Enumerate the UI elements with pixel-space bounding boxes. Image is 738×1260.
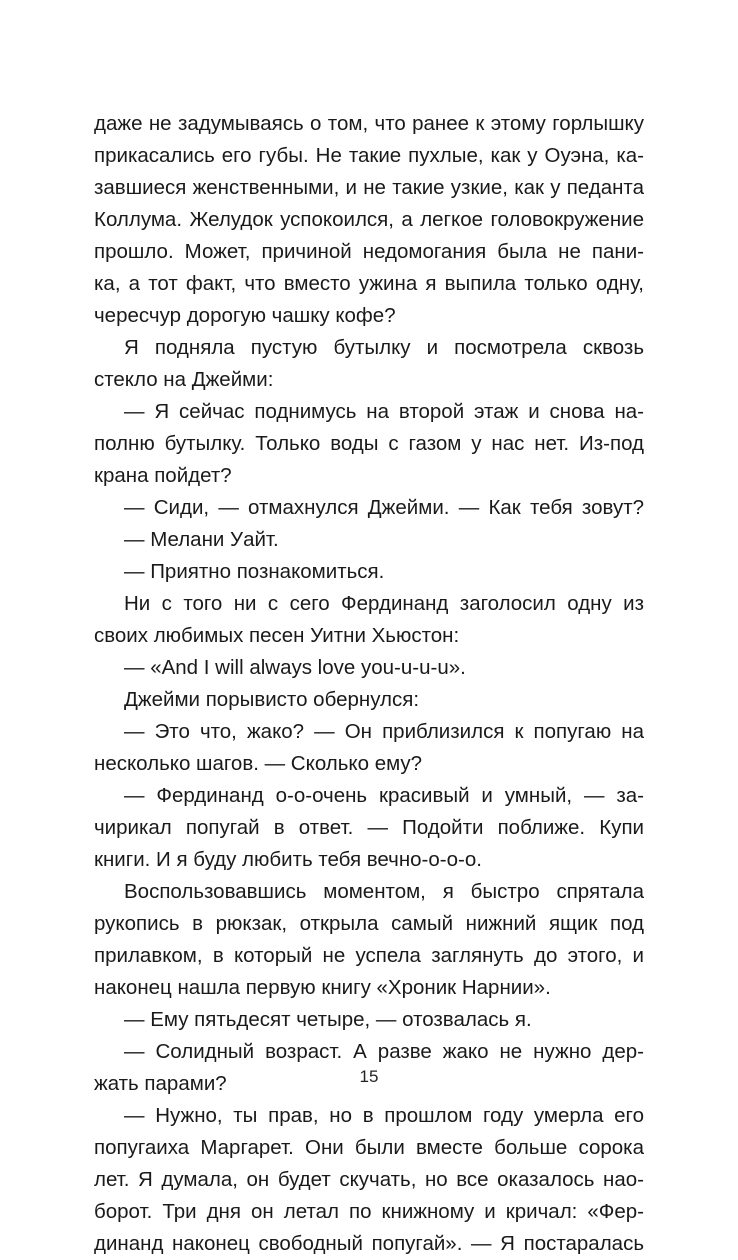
text-line: — Приятно познакомиться. [124,560,385,583]
text-line: — Солидный возраст. А разве жако не нужно дер- [124,1040,644,1063]
text-line: — «And I will always love you-u-u-u». [124,656,466,679]
text-line: несколько шагов. — Сколько ему? [94,752,423,775]
text-line: книги. И я буду любить тебя вечно-о-о-о. [94,848,482,871]
text-line: лет. Я думала, он будет скучать, но все оказалось нао- [94,1168,644,1191]
text-line: — Сиди, — отмахнулся Джейми. — Как тебя зовут? [124,496,644,519]
text-line: Я подняла пустую бутылку и посмотрела сквозь [124,336,644,359]
text-line: завшиеся женственными, и не такие узкие, как у педанта [94,176,644,199]
text-line: — Это что, жако? — Он приблизился к попугаю на [124,720,644,743]
text-line: рукопись в рюкзак, открыла самый нижний ящик под [94,912,644,935]
text-line: наконец нашла первую книгу «Хроник Нарнии». [94,976,551,999]
page-number: 15 [359,1067,379,1086]
text-line: динанд наконец свободный попугай». — Я постаралась [94,1232,644,1255]
text-line: даже не задумываясь о том, что ранее к этому горлышку [94,112,644,135]
text-line: полню бутылку. Только воды с газом у нас нет. Из-под [94,432,644,455]
text-line: прилавком, в который не успела заглянуть до этого, и [94,944,644,967]
text-line: крана пойдет? [94,464,232,487]
text-line: Ни с того ни с сего Фердинанд заголосил одну из [124,592,644,615]
text-line: прикасались его губы. Не такие пухлые, как у Оуэна, ка- [94,144,644,167]
text-line: Воспользовавшись моментом, я быстро спрятала [124,880,644,903]
text-line: — Я сейчас поднимусь на второй этаж и снова на- [124,400,644,423]
text-line: ка, а тот факт, что вместо ужина я выпила только одну, [94,272,644,295]
text-line: — Нужно, ты прав, но в прошлом году умерла его [124,1104,644,1127]
text-line: чирикал попугай в ответ. — Подойти поближе. Купи [94,816,644,839]
text-line: — Ему пятьдесят четыре, — отозвалась я. [124,1008,532,1031]
text-line: — Мелани Уайт. [124,528,279,551]
text-line: попугаиха Маргарет. Они были вместе больше сорока [94,1136,644,1159]
text-line: своих любимых песен Уитни Хьюстон: [94,624,460,647]
text-line: жать парами? [94,1072,227,1095]
text-line: стекло на Джейми: [94,368,274,391]
body-text [94,108,644,1260]
text-line: чересчур дорогую чашку кофе? [94,304,396,327]
text-line: — Фердинанд о-о-очень красивый и умный, — за- [124,784,644,807]
text-line: Джейми порывисто обернулся: [124,688,420,711]
text-line: прошло. Может, причиной недомогания была не пани- [94,240,644,263]
text-line: Коллума. Желудок успокоился, а легкое головокружение [94,208,644,231]
text-line: борот. Три дня он летал по книжному и кричал: «Фер- [94,1200,644,1223]
